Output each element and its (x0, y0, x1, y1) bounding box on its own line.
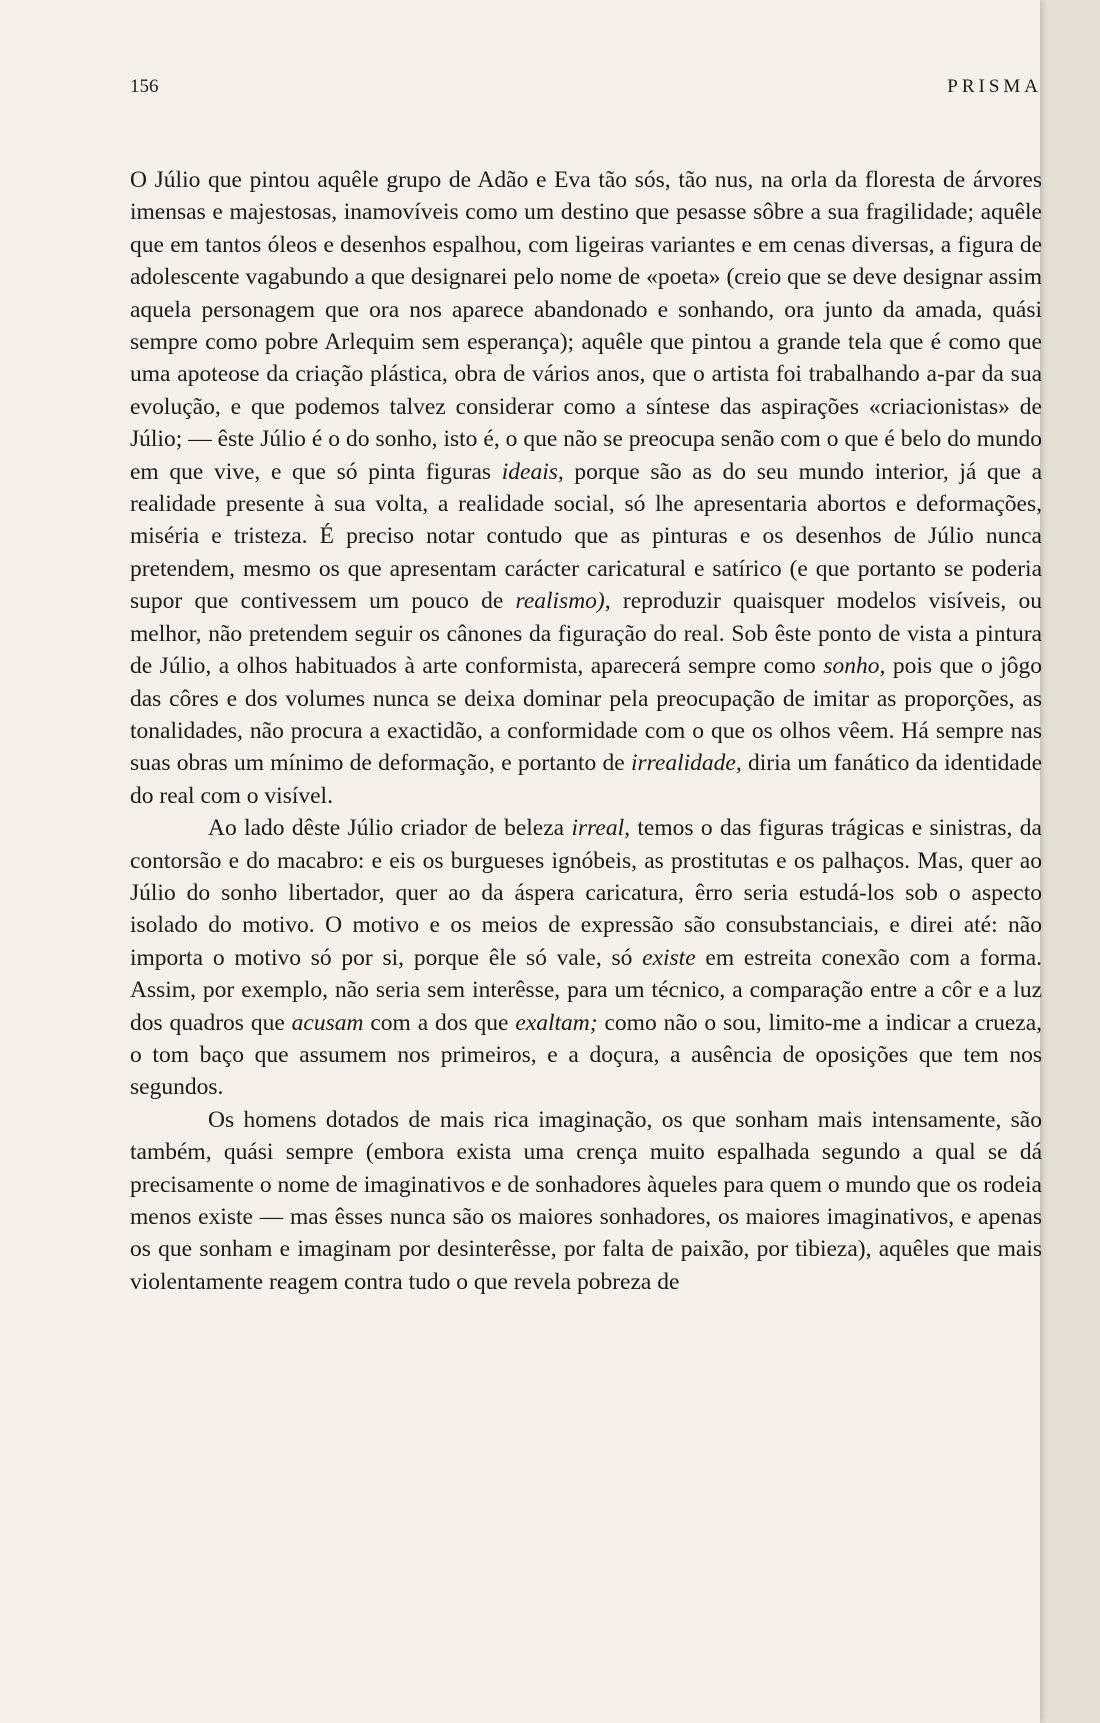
paragraph (130, 812, 1042, 1104)
italic-text: ideais, (501, 458, 564, 485)
text-span: Ao lado dêste Júlio criador de beleza (208, 815, 572, 842)
text-span: diria um fanático da identidade do real com o visível. (130, 750, 1042, 809)
text-span: como não o sou, limito-me a indicar a crueza, o tom baço que assumem nos primeiros, e a doçura, a ausência de oposições que tem nos segundos. (130, 1009, 1043, 1101)
text-span: com a dos que (363, 1009, 516, 1036)
page-number: 156 (130, 76, 159, 97)
page-header (130, 76, 1042, 106)
text-span: temos o das figuras trágicas e sinistras, da contorsão e do macabro: e eis os burgueses ignóbeis, as prostitutas e os palhaços. Mas, quer ao Júlio do sonho libertador, quer ao da áspera caricatura, êrro seria estudá-los sob o aspecto isolado do motivo. O motivo e os meios de expressão são consubstanciais, e direi até: não importa o motivo só por si, porque êle só vale, só (130, 815, 1042, 971)
italic-text: exaltam; (515, 1009, 598, 1036)
italic-text: irrealidade, (630, 750, 742, 777)
italic-text: sonho, (823, 653, 886, 680)
paragraph (130, 164, 1042, 812)
text-span: Os homens dotados de mais rica imaginação, os que sonham mais intensamente, são também, quási sempre (embora exista uma crença muito espalhada segundo a qual se dá precisamente o nome de imaginativos e de sonhadores àqueles para quem o mundo que os rodeia menos existe — mas êsses nunca são os maiores sonhadores, os maiores imaginativos, e apenas os que sonham e imaginam por desinterêsse, por falta de paixão, por tibieza), aquêles que mais violentamente reagem contra tudo o que revela pobreza de (130, 1106, 1042, 1295)
italic-text: existe (642, 944, 696, 971)
italic-text: realismo), (515, 588, 611, 615)
italic-text: acusam (291, 1009, 364, 1036)
body-text (130, 164, 1042, 1298)
running-title: PRISMA (947, 76, 1042, 97)
text-span: O Júlio que pintou aquêle grupo de Adão e Eva tão sós, tão nus, na orla da floresta de árvores imensas e majestosas, inamovíveis como um destino que pesasse sôbre a sua fragilidade; aquêle que em tantos óleos e desenhos espalhou, com ligeiras variantes e em cenas diversas, a figura de adolescente vagabundo a que designarei pelo nome de «poeta» (creio que se deve designar assim aquela personagem que ora nos aparece abandonado e sonhando, ora junto da amada, quási sempre como pobre Arlequim sem esperança); aquêle que pintou a grande tela que é como que uma apoteose da criação plástica, obra de vários anos, que o artista foi trabalhando a-par da sua evolução, e que podemos talvez considerar como a síntese das aspirações «criacionistas» de Júlio; — êste Júlio é o do sonho, isto é, o que não se preocupa senão com o que é belo do mundo em que vive, e que só pinta figuras (130, 167, 1042, 485)
italic-text: irreal, (571, 815, 630, 842)
text-span: porque são as do seu mundo interior, já que a realidade presente à sua volta, a realidade social, só lhe apresentaria abortos e deformações, miséria e tristeza. É preciso notar contudo que as pinturas e os desenhos de Júlio nunca pretendem, mesmo os que apresentam carácter caricatural e satírico (e que portanto se poderia supor que contivessem um pouco de (130, 458, 1042, 615)
text-span: pois que o jôgo das côres e dos volumes nunca se deixa dominar pela preocupação de imitar as proporções, as tonalidades, não procura a exactidão, a conformidade com o que os olhos vêem. Há sempre nas suas obras um mínimo de deformação, e portanto de (130, 653, 1042, 777)
paragraph (130, 1104, 1042, 1298)
text-span: reproduzir quaisquer modelos visíveis, ou melhor, não pretendem seguir os cânones da figuração do real. Sob êste ponto de vista a pintura de Júlio, a olhos habituados à arte conformista, aparecerá sempre como (130, 588, 1042, 680)
text-span: em estreita conexão com a forma. Assim, por exemplo, não seria sem interêsse, para um técnico, a comparação entre a côr e a luz dos quadros que (130, 944, 1042, 1036)
